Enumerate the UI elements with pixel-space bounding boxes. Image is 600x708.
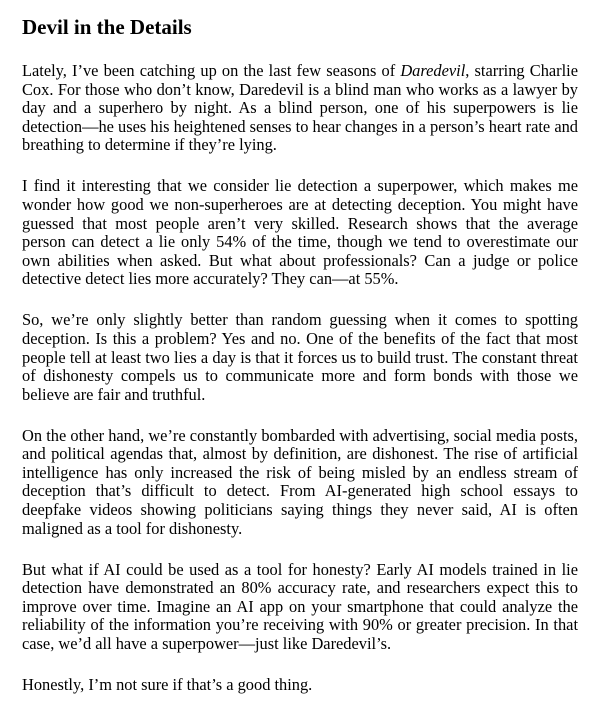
paragraph-1	[22, 62, 578, 155]
paragraph-4: On the other hand, we’re constantly bombarded with advertising, social media posts, and political agendas that, almost by definition, are dishonest. The rise of artificial intelligence has only increased the risk of being misled by an endless stream of deception that’s difficult to detect. From AI-generated high school essays to deepfake videos showing politicians saying things they never said, AI is often maligned as a tool for dishonesty.	[22, 425, 578, 538]
paragraph-3: So, we’re only slightly better than random guessing when it comes to spotting deception. Is this a problem? Yes and no. One of the benefits of the fact that most people tell at least two lies a day is that it forces us to build trust. The constant threat of dishonesty compels us to communicate more and form bonds with those we believe are fair and truthful.	[22, 310, 578, 404]
show-title: Daredevil	[400, 61, 466, 80]
paragraph-2: I find it interesting that we consider lie detection a superpower, which makes me wonder how good we non-superheroes are at detecting deception. You might have guessed that most people aren’t very skilled. Research shows that the average person can detect a lie only 54% of the time, though we tend to overestimate our own abilities when asked. But what about professionals? Can a judge or police detective detect lies more accurately? They can—at 55%.	[22, 176, 578, 289]
paragraph-1-text-b: , starring Charlie Cox. For those who don’t know, Daredevil is a blind man who works as a lawyer by day and a superhero by night. As a blind person, one of his superpowers is lie detection—he uses his heightened senses to hear changes in a person’s heart rate and breathing to determine if they’re lying.	[22, 61, 579, 155]
article-title: Devil in the Details	[22, 15, 192, 39]
paragraph-1-text-a: Lately, I’ve been catching up on the last few seasons of	[22, 61, 401, 80]
paragraph-6: Honestly, I’m not sure if that’s a good thing.	[22, 674, 313, 694]
paragraph-5: But what if AI could be used as a tool for honesty? Early AI models trained in lie detection have demonstrated an 80% accuracy rate, and researchers expect this to improve over time. Imagine an AI app on your smartphone that could analyze the reliability of the information you’re receiving with 90% or greater precision. In that case, we’d all have a superpower—just like Daredevil’s.	[22, 559, 578, 653]
